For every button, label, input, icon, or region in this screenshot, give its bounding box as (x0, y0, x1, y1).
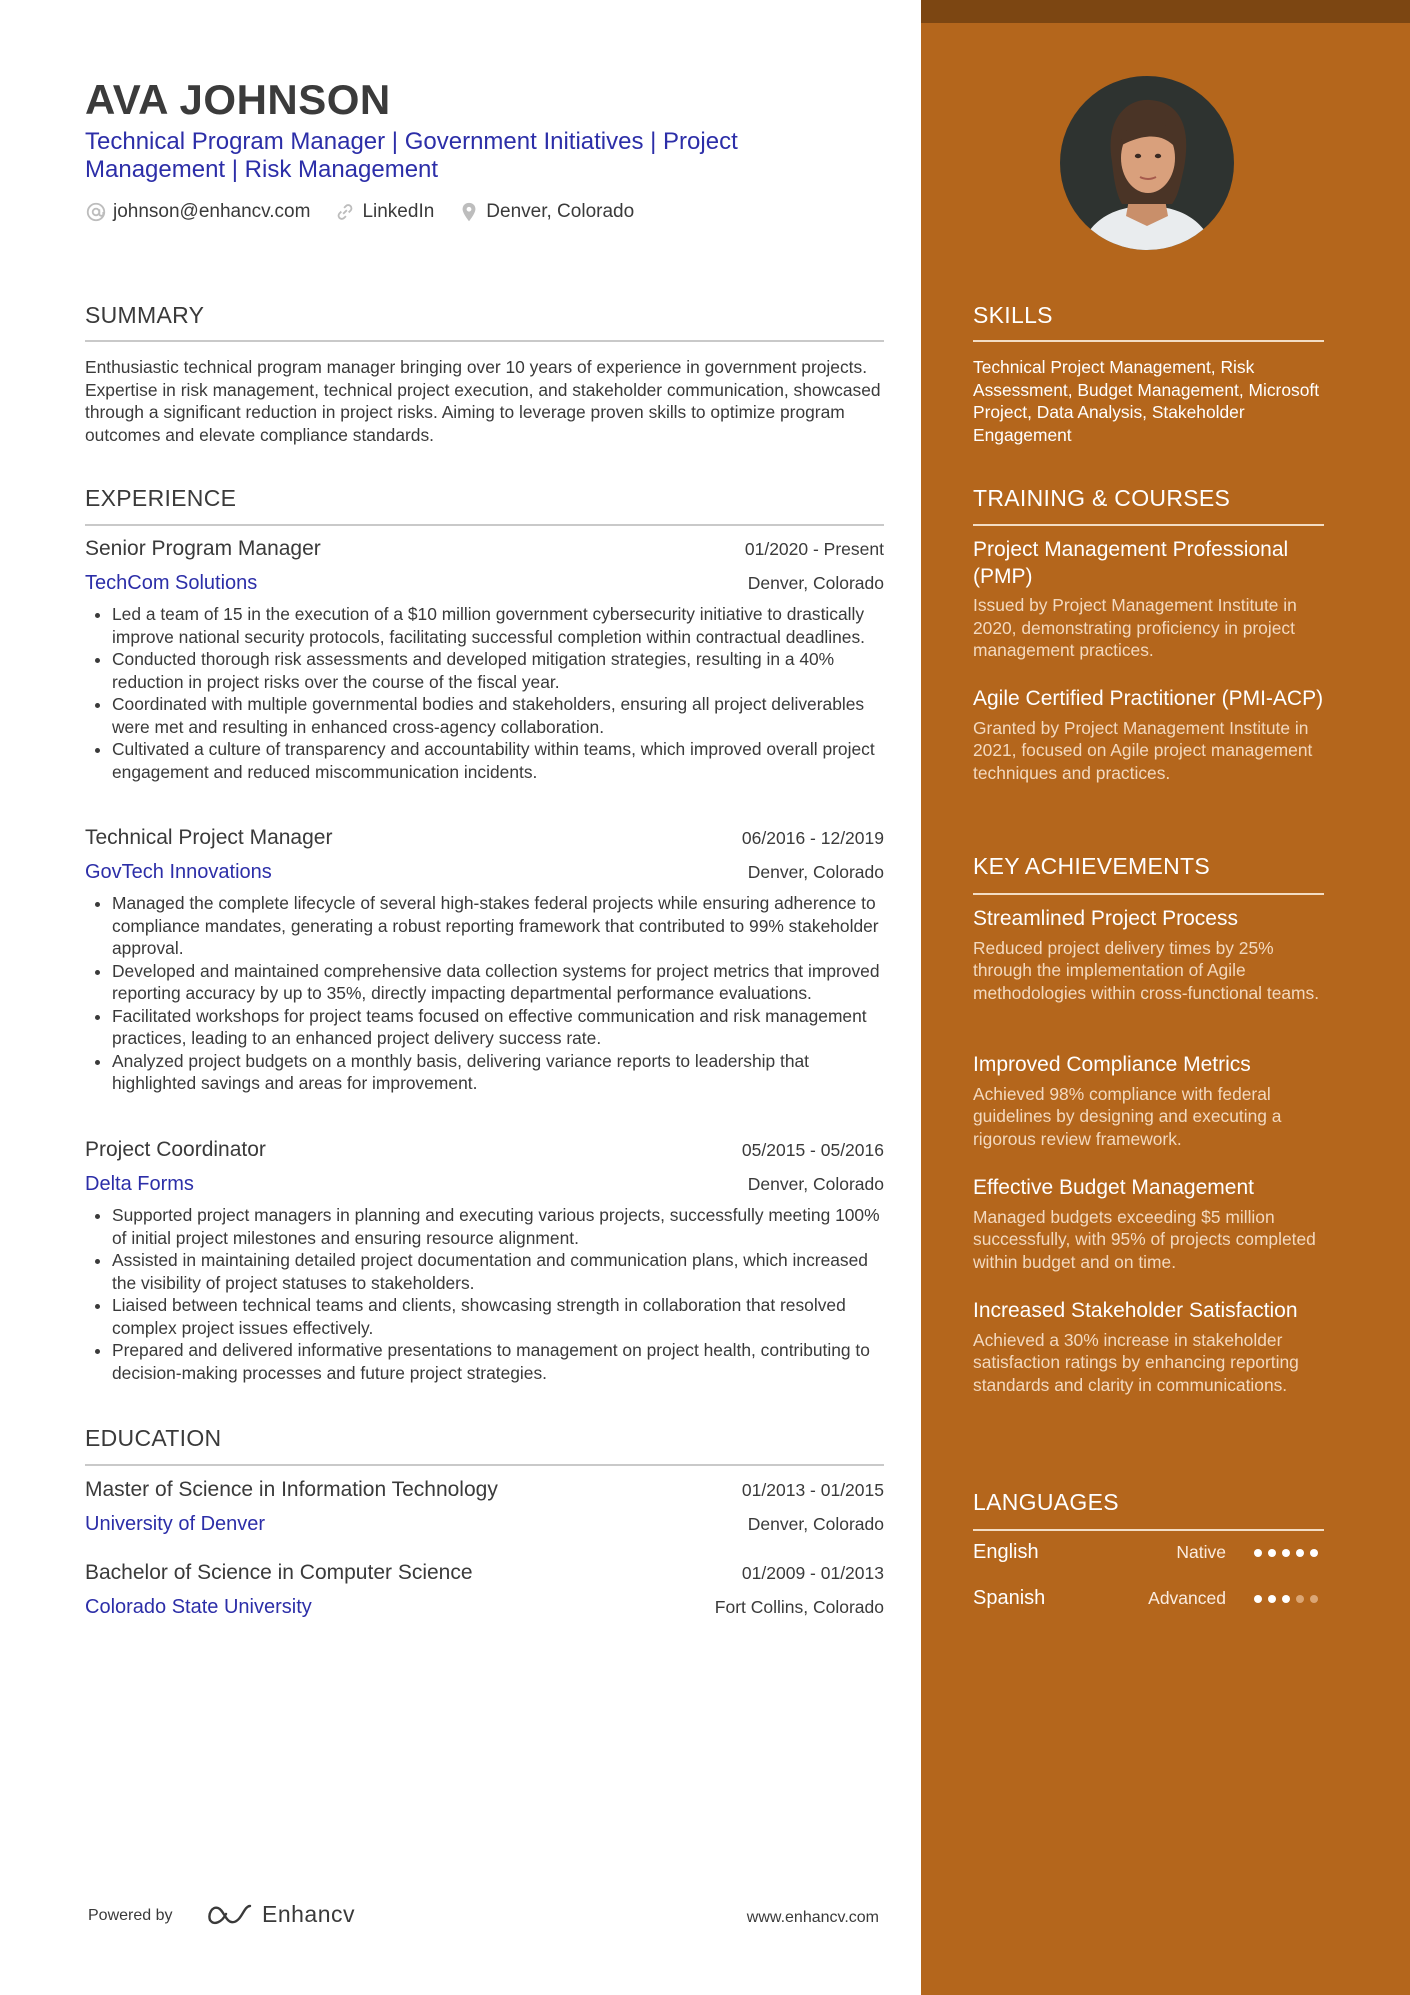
proficiency-dots (1254, 1549, 1324, 1557)
achievement-title: Effective Budget Management (973, 1176, 1254, 1199)
job-bullet: • Analyzed project budgets on a monthly basis, delivering variance reports to leadership that highlighted savings and areas for improvement. (112, 1050, 884, 1095)
summary-divider (85, 340, 884, 342)
education-location: Fort Collins, Colorado (714, 1597, 884, 1617)
achievements-divider (973, 893, 1324, 895)
proficiency-dot-filled (1282, 1595, 1290, 1603)
school-name: University of Denver (85, 1513, 266, 1535)
proficiency-dot-filled (1268, 1549, 1276, 1557)
sidebar-top-band (921, 0, 1410, 23)
contact-bar (85, 201, 658, 223)
job-company: TechCom Solutions (85, 572, 258, 594)
training-title: Project Management Professional (PMP) (973, 538, 1289, 588)
enhancv-logo-icon (206, 1900, 254, 1928)
achievements-heading: KEY ACHIEVEMENTS (973, 853, 1211, 879)
job-bullet: • Led a team of 15 in the execution of a $10 million government cybersecurity initiative to drastically improve national security protocols, facilitating successful completion within contractual deadlines. (112, 603, 884, 648)
job-bullet: • Facilitated workshops for project teams focused on effective communication and risk management practices, leading to an enhanced project delivery success rate. (112, 1005, 884, 1050)
avatar-illustration (1060, 76, 1234, 250)
powered-by-label: Powered by (88, 1907, 173, 1924)
training-item (973, 686, 1324, 784)
proficiency-dot-empty (1310, 1595, 1318, 1603)
proficiency-dots (1254, 1595, 1324, 1603)
training-title: Agile Certified Practitioner (PMI-ACP) (973, 687, 1324, 710)
job-bullets (85, 603, 884, 783)
job-location: Denver, Colorado (747, 1174, 884, 1194)
job-bullets (85, 1204, 884, 1384)
languages-heading: LANGUAGES (973, 1489, 1119, 1515)
footer-url[interactable]: www.enhancv.com (746, 1909, 879, 1926)
language-level: Native (1176, 1542, 1226, 1562)
proficiency-dot-filled (1296, 1549, 1304, 1557)
language-level: Advanced (1148, 1588, 1226, 1608)
job-company: Delta Forms (85, 1173, 194, 1195)
job-entry (85, 1138, 884, 1384)
skills-divider (973, 340, 1324, 342)
contact-email[interactable] (85, 201, 310, 223)
achievement-item (973, 906, 1324, 1004)
degree-title: Bachelor of Science in Computer Science (85, 1561, 473, 1584)
linkedin-text: LinkedIn (362, 201, 435, 222)
training-heading: TRAINING & COURSES (973, 485, 1231, 511)
candidate-name: AVA JOHNSON (85, 76, 391, 123)
location-text: Denver, Colorado (486, 201, 635, 222)
job-bullet: • Prepared and delivered informative presentations to management on project health, contributing to decision-making processes and future project strategies. (112, 1339, 884, 1384)
summary-text: Enthusiastic technical program manager bringing over 10 years of experience in government projects. Expertise in risk management, technical project execution, and stakeholder communication, showcased through a significant reduction in project risks. Aiming to leverage proven skills to optimize program outcomes and elevate compliance standards. (85, 357, 881, 445)
location-pin-icon (458, 201, 480, 223)
job-title: Technical Project Manager (85, 826, 333, 849)
job-bullet: • Cultivated a culture of transparency and accountability within teams, which improved overall project engagement and reduced miscommunication incidents. (112, 738, 884, 783)
job-bullet: • Liaised between technical teams and clients, showcasing strength in collaboration that resolved complex project issues effectively. (112, 1294, 884, 1339)
language-name: Spanish (973, 1587, 1046, 1609)
job-date: 05/2015 - 05/2016 (741, 1140, 884, 1160)
languages-divider (973, 1529, 1324, 1531)
degree-title: Master of Science in Information Technology (85, 1478, 498, 1501)
language-row (973, 1541, 1324, 1564)
job-location: Denver, Colorado (747, 862, 884, 882)
training-description: Granted by Project Management Institute in 2021, focused on Agile project management techniques and practices. (973, 717, 1313, 783)
experience-heading: EXPERIENCE (85, 485, 237, 511)
education-divider (85, 1464, 884, 1466)
achievement-description: Achieved 98% compliance with federal guidelines by designing and executing a rigorous review framework. (973, 1083, 1282, 1149)
email-text: johnson@enhancv.com (113, 201, 311, 222)
achievement-title: Increased Stakeholder Satisfaction (973, 1299, 1298, 1322)
achievement-item (973, 1052, 1324, 1150)
tagline: Technical Program Manager | Government Initiatives | Project Management | Risk Management (85, 128, 738, 183)
training-description: Issued by Project Management Institute in 2020, demonstrating proficiency in project management practices. (973, 595, 1297, 660)
achievement-item (973, 1298, 1324, 1396)
training-item (973, 537, 1324, 662)
job-title: Project Coordinator (85, 1138, 266, 1161)
enhancv-logo[interactable] (206, 1900, 355, 1928)
job-location: Denver, Colorado (747, 573, 884, 593)
contact-location (458, 201, 634, 223)
training-divider (973, 524, 1324, 526)
achievement-description: Managed budgets exceeding $5 million successfully, with 95% of projects completed within budget and on time. (973, 1206, 1316, 1272)
job-bullet: • Assisted in maintaining detailed project documentation and communication plans, which increased the visibility of project statuses to stakeholders. (112, 1249, 884, 1294)
experience-divider (85, 524, 884, 526)
achievement-title: Streamlined Project Process (973, 907, 1238, 930)
proficiency-dot-filled (1254, 1595, 1262, 1603)
skills-text: Technical Project Management, Risk Assessment, Budget Management, Microsoft Project, Data Analysis, Stakeholder Engagement (973, 357, 1320, 445)
education-date: 01/2013 - 01/2015 (741, 1480, 884, 1500)
achievement-description: Reduced project delivery times by 25% through the implementation of Agile methodologies within cross-functional teams. (973, 937, 1320, 1003)
job-bullets (85, 892, 884, 1095)
job-company: GovTech Innovations (85, 861, 272, 883)
brand-name: Enhancv (262, 1900, 356, 1927)
job-bullet: • Conducted thorough risk assessments and developed mitigation strategies, resulting in a 40% reduction in project risks over the course of the fiscal year. (112, 648, 884, 693)
achievement-title: Improved Compliance Metrics (973, 1053, 1251, 1076)
school-name: Colorado State University (85, 1596, 312, 1618)
job-entry (85, 537, 884, 783)
job-bullet: • Managed the complete lifecycle of several high-stakes federal projects while ensuring adherence to compliance mandates, generating a robust reporting framework that contributed to 99% stakeholder approval. (112, 892, 884, 960)
language-row (973, 1587, 1324, 1610)
job-entry (85, 826, 884, 1095)
proficiency-dot-filled (1254, 1549, 1262, 1557)
skills-heading: SKILLS (973, 302, 1053, 328)
achievement-item (973, 1175, 1324, 1273)
job-bullet: • Developed and maintained comprehensive data collection systems for project metrics that improved reporting accuracy by up to 35%, directly impacting departmental performance evaluations. (112, 960, 884, 1005)
at-icon (85, 201, 107, 223)
contact-linkedin[interactable] (334, 201, 434, 223)
summary-heading: SUMMARY (85, 302, 205, 328)
proficiency-dot-empty (1296, 1595, 1304, 1603)
education-heading: EDUCATION (85, 1425, 222, 1451)
proficiency-dot-filled (1310, 1549, 1318, 1557)
link-icon (334, 201, 356, 223)
job-bullet: • Supported project managers in planning and executing various projects, successfully meeting 100% of initial project milestones and ensuring resource alignment. (112, 1204, 884, 1249)
proficiency-dot-filled (1268, 1595, 1276, 1603)
achievement-description: Achieved a 30% increase in stakeholder satisfaction ratings by enhancing reporting standards and clarity in communications. (973, 1329, 1299, 1395)
job-bullet: • Coordinated with multiple governmental bodies and stakeholders, ensuring all project deliverables were met and resulting in enhanced cross-agency collaboration. (112, 693, 884, 738)
education-entry (85, 1561, 884, 1619)
job-title: Senior Program Manager (85, 537, 321, 560)
proficiency-dot-filled (1282, 1549, 1290, 1557)
education-date: 01/2009 - 01/2013 (741, 1563, 884, 1583)
education-location: Denver, Colorado (747, 1514, 884, 1534)
job-date: 06/2016 - 12/2019 (741, 828, 884, 848)
education-entry (85, 1478, 884, 1536)
profile-photo (1060, 76, 1234, 250)
job-date: 01/2020 - Present (744, 539, 884, 559)
language-name: English (973, 1541, 1039, 1563)
